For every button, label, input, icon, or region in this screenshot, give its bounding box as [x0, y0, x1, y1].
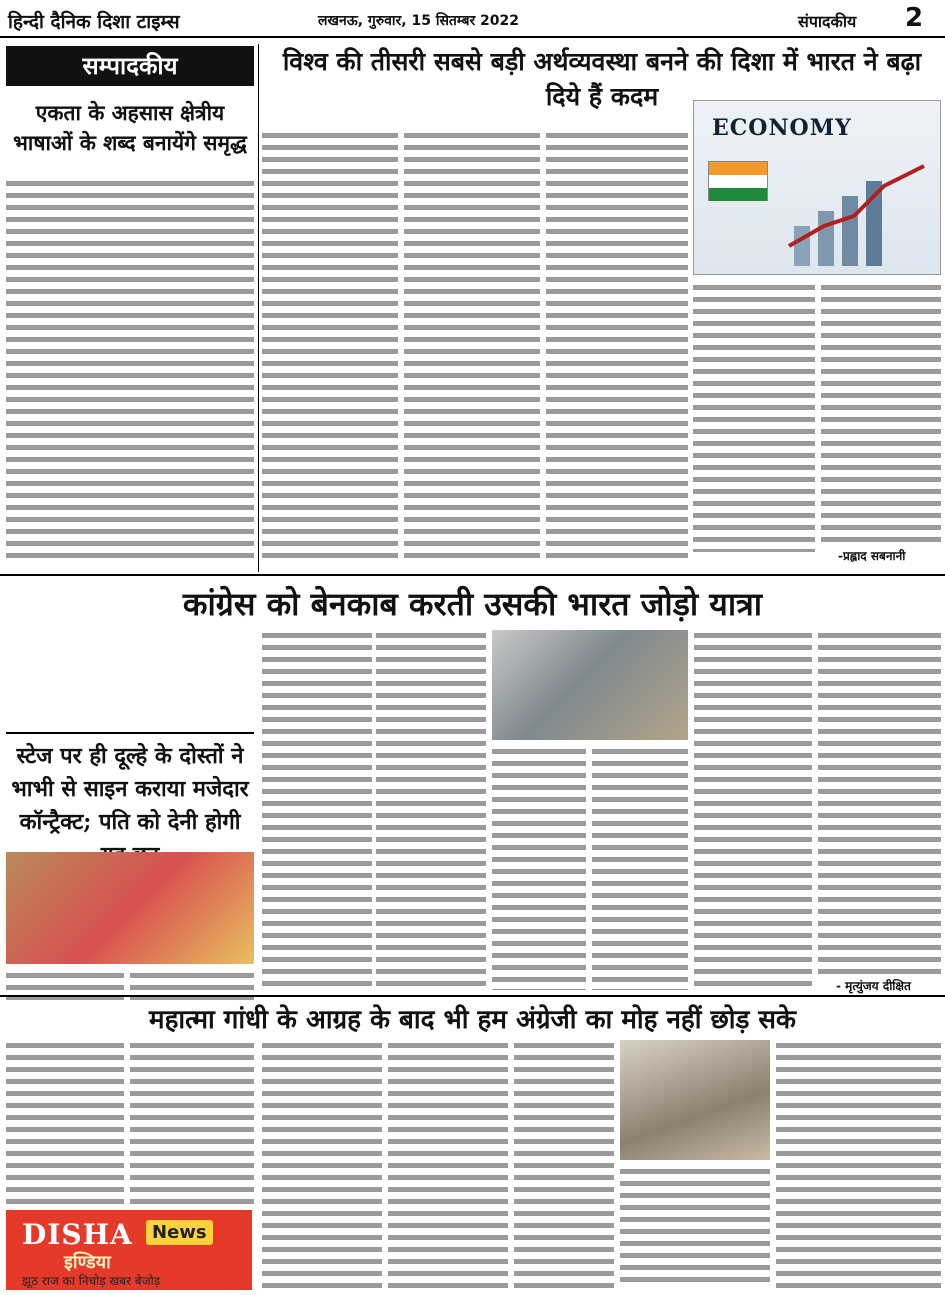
section-divider — [6, 732, 254, 734]
congress-body-col-4 — [592, 746, 688, 990]
column-rule — [258, 44, 259, 572]
wedding-photo — [6, 852, 254, 964]
lead-body-col-3 — [546, 130, 688, 560]
page-number: 2 — [905, 3, 924, 33]
paper-name: हिन्दी दैनिक दिशा टाइम्स — [8, 11, 180, 33]
lead-body-col-5 — [821, 282, 941, 544]
gandhi-headline: महात्मा गांधी के आग्रह के बाद भी हम अंग्रेजी का मोह नहीं छोड़ सके — [149, 1005, 796, 1035]
lead-headline: विश्व की तीसरी सबसे बड़ी अर्थव्यवस्था बनने की दिशा में भारत ने बढ़ा दिये हैं कदम — [282, 47, 922, 111]
gandhi-body-col-5 — [776, 1040, 941, 1288]
rahul-gandhi-photo — [492, 630, 688, 740]
congress-headline: कांग्रेस को बेनकाब करती उसकी भारत जोड़ो यात्रा — [182, 585, 763, 623]
section-divider — [0, 995, 945, 997]
congress-body-col-2 — [376, 630, 486, 990]
gandhi-body-col-3 — [514, 1040, 614, 1288]
lead-body-col-2 — [404, 130, 540, 560]
section-divider — [0, 574, 945, 576]
congress-body-col-5 — [694, 630, 812, 990]
disha-news-ad — [6, 1210, 252, 1290]
wedding-body-col-4 — [130, 1040, 254, 1205]
gandhi-body-col-1 — [262, 1040, 382, 1288]
editorial-banner: सम्पादकीय — [6, 46, 254, 86]
lead-body-col-1 — [262, 130, 398, 560]
congress-body-col-1 — [262, 630, 372, 990]
economy-image — [693, 100, 941, 275]
gandhi-photo — [620, 1040, 770, 1160]
issue-date: लखनऊ, गुरुवार, 15 सितम्बर 2022 — [318, 13, 520, 29]
image-caption: ECONOMY — [712, 115, 852, 141]
ad-slogan: झूठ राज का निचोड़ खबर बेजोड़ — [22, 1274, 161, 1288]
section-name: संपादकीय — [798, 12, 857, 31]
wedding-body-col-3 — [6, 1040, 124, 1205]
ad-brand-sub: इण्डिया — [64, 1252, 111, 1273]
wedding-headline: स्टेज पर ही दूल्हे के दोस्तों ने भाभी से साइन कराया मजेदार कॉन्ट्रैक्ट; पति को देनी होगी — [11, 743, 249, 835]
ad-brand-tag: News — [146, 1220, 213, 1245]
gandhi-body-col-4 — [620, 1166, 770, 1288]
masthead — [0, 0, 945, 38]
congress-body-col-6 — [818, 630, 941, 975]
gandhi-body-col-2 — [388, 1040, 508, 1288]
lead-byline: -प्रह्लाद सबनानी — [838, 549, 906, 563]
ad-brand: DISHA — [22, 1218, 133, 1251]
editorial-body — [6, 178, 254, 560]
editorial-headline: एकता के अहसास क्षेत्रीय भाषाओं के शब्द बनायेंगे समृद्ध — [13, 100, 247, 156]
congress-body-col-3 — [492, 746, 586, 990]
india-flag-icon — [708, 161, 768, 201]
growth-chart-icon — [784, 156, 934, 271]
congress-byline: - मृत्युंजय दीक्षित — [836, 979, 911, 993]
lead-body-col-4 — [693, 282, 815, 552]
